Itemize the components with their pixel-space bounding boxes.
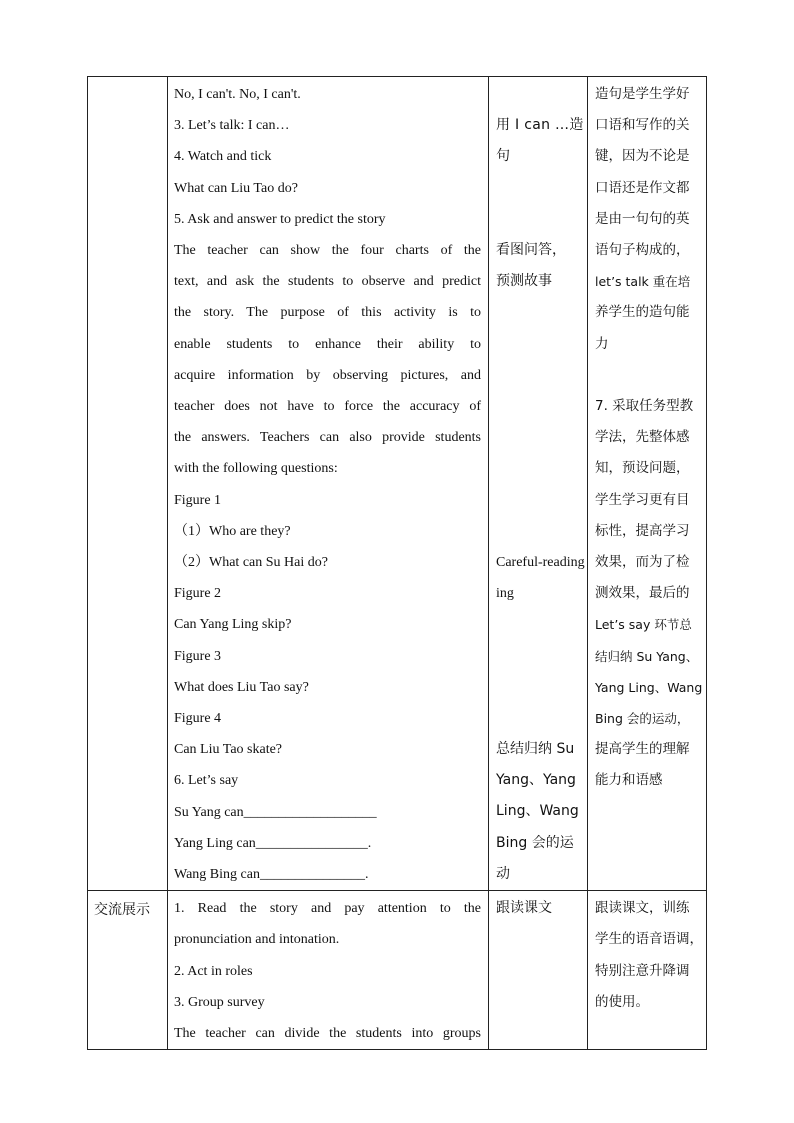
- lesson-plan-table: [87, 76, 707, 1050]
- purpose-line: 力: [595, 335, 609, 352]
- stage-cell: [88, 891, 168, 1050]
- student-activity-line: 用 I can …造: [496, 117, 584, 134]
- student-activity-line: 预测故事: [496, 273, 552, 290]
- student-activity-cell: [489, 77, 588, 891]
- activity-line: pronunciation and intonation.: [174, 932, 340, 948]
- paragraph-line: enable students to enhance their ability to: [174, 336, 481, 352]
- purpose-line: 养学生的造句能: [595, 304, 690, 321]
- stage-label: 交流展示: [94, 902, 150, 919]
- purpose-cell: [588, 77, 707, 891]
- question-line: Can Yang Ling skip?: [174, 617, 292, 633]
- purpose-line: 的使用。: [595, 993, 649, 1010]
- purpose-line: Bing 会的运动，: [595, 711, 690, 727]
- activity-line: No, I can't. No, I can't.: [174, 87, 301, 102]
- student-activity-line: 跟读课文: [496, 900, 552, 917]
- purpose-line: 学生学习更有目: [595, 491, 690, 508]
- activity-line: What can Liu Tao do?: [174, 180, 298, 196]
- student-activity-line: ing: [496, 586, 514, 602]
- purpose-line: 知，预设问题，: [595, 460, 690, 477]
- student-activity-line: 看图问答，: [496, 241, 566, 258]
- purpose-line: 结归纳 Su Yang、: [595, 648, 699, 664]
- purpose-line: 跟读课文，训练: [595, 900, 690, 917]
- activity-line: 5. Ask and answer to predict the story: [174, 211, 386, 227]
- activity-cell: [168, 891, 489, 1050]
- question-line: （2）What can Su Hai do?: [174, 555, 328, 571]
- purpose-line: 7. 采取任务型教: [595, 398, 694, 415]
- purpose-line: Let’s say 环节总: [595, 617, 692, 633]
- question-line: Figure 3: [174, 648, 222, 664]
- purpose-line: 学生的语音语调，: [595, 931, 703, 948]
- stage-cell: [88, 77, 168, 891]
- question-line: Can Liu Tao skate?: [174, 742, 283, 758]
- question-line: Figure 2: [174, 586, 222, 602]
- question-line: （1）Who are they?: [174, 523, 291, 539]
- purpose-line: 键，因为不论是: [595, 148, 690, 165]
- purpose-line: let’s talk 重在培: [595, 274, 691, 290]
- activity-cell: [168, 77, 489, 891]
- table-row: [88, 77, 707, 891]
- purpose-line: 测效果，最后的: [595, 585, 690, 602]
- purpose-line: 特别注意升降调: [595, 962, 690, 979]
- question-line: Figure 1: [174, 492, 222, 508]
- activity-line: 3. Let’s talk: I can…: [174, 118, 290, 134]
- paragraph-line: the answers. Teachers can also provide students: [174, 430, 481, 446]
- fill-blank-line: Yang Ling can________________.: [174, 835, 372, 851]
- paragraph-line: the story. The purpose of this activity is to: [174, 305, 481, 321]
- purpose-line: 效果，而为了检: [595, 554, 690, 571]
- purpose-line: 语句子构成的，: [595, 242, 690, 259]
- student-activity-cell: [489, 891, 588, 1050]
- student-activity-line: Bing 会的运: [496, 834, 574, 851]
- purpose-line: 标性，提高学习: [595, 522, 690, 539]
- fill-blank-line: Wang Bing can_______________.: [174, 867, 369, 883]
- purpose-line: 是由一句句的英: [595, 210, 690, 227]
- paragraph-line: with the following questions:: [174, 461, 338, 477]
- activity-line: 2. Act in roles: [174, 963, 253, 979]
- student-activity-line: 总结归纳 Su: [496, 741, 575, 758]
- purpose-line: 口语和写作的关: [595, 117, 690, 134]
- question-line: What does Liu Tao say?: [174, 679, 309, 695]
- student-activity-line: Careful-reading: [496, 554, 585, 570]
- purpose-line: 能力和语感: [595, 772, 663, 789]
- paragraph-line: teacher does not have to force the accuracy of: [174, 399, 481, 415]
- purpose-cell: [588, 891, 707, 1050]
- activity-line: 4. Watch and tick: [174, 149, 272, 165]
- fill-blank-line: Su Yang can___________________: [174, 804, 377, 820]
- student-activity-line: 动: [496, 865, 510, 882]
- paragraph-line: text, and ask the students to observe and predict: [174, 274, 481, 290]
- activity-line: The teacher can divide the students into groups: [174, 1026, 481, 1042]
- activity-line: 1. Read the story and pay attention to the: [174, 901, 481, 917]
- purpose-line: 学法，先整体感: [595, 429, 690, 446]
- question-line: 6. Let’s say: [174, 773, 239, 789]
- purpose-line: 提高学生的理解: [595, 741, 690, 758]
- paragraph-line: The teacher can show the four charts of the: [174, 243, 481, 259]
- purpose-line: Yang Ling、Wang: [595, 679, 703, 695]
- paragraph-line: acquire information by observing pictures, and: [174, 367, 481, 383]
- student-activity-line: 句: [496, 148, 511, 165]
- question-line: Figure 4: [174, 711, 222, 727]
- student-activity-line: Ling、Wang: [496, 803, 579, 820]
- purpose-line: 口语还是作文都: [595, 179, 690, 196]
- activity-line: 3. Group survey: [174, 994, 265, 1010]
- table-row: [88, 891, 707, 1050]
- student-activity-line: Yang、Yang: [496, 772, 576, 789]
- purpose-line: 造句是学生学好: [595, 86, 690, 102]
